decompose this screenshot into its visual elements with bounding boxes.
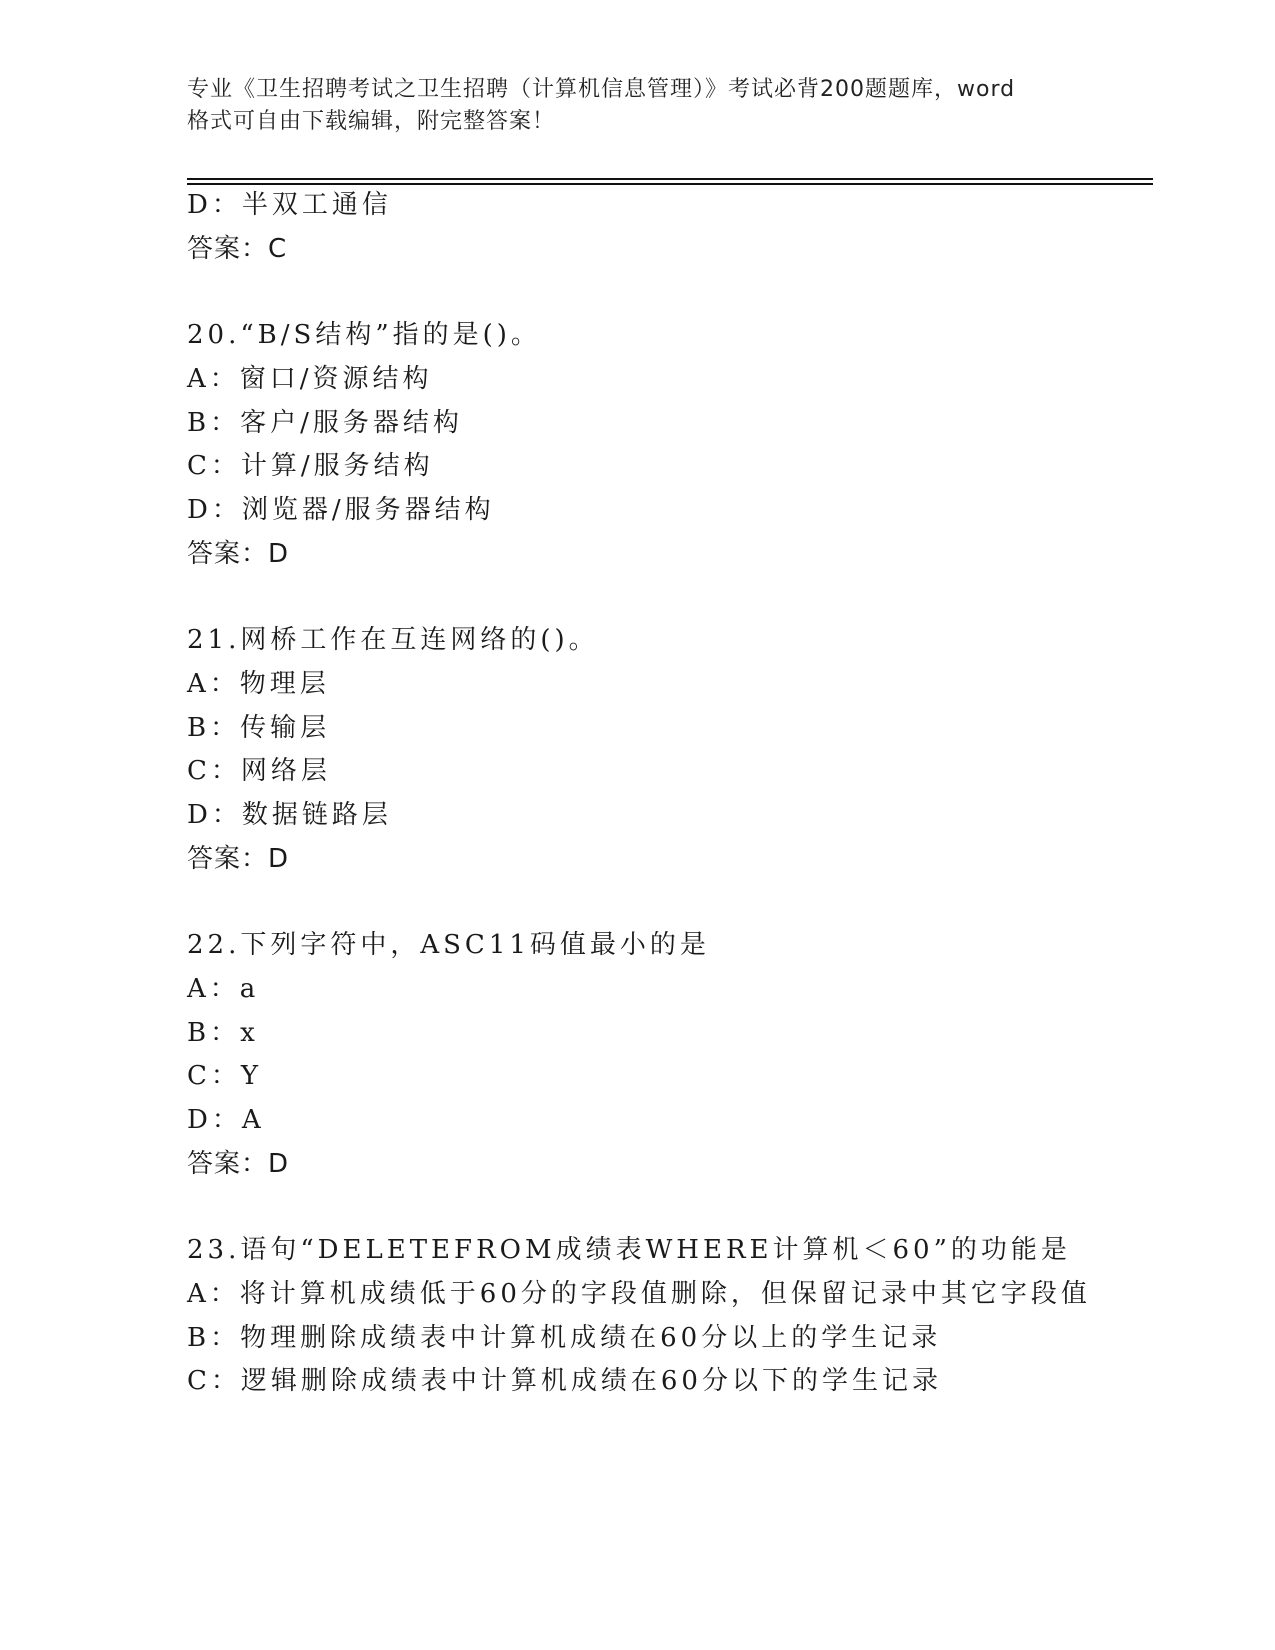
question-23-stem: 23.语句“DELETEFROM成绩表WHERE计算机＜60”的功能是 xyxy=(187,1235,1071,1265)
question-22-answer: 答案：D xyxy=(187,1149,290,1179)
question-20-answer: 答案：D xyxy=(187,539,290,569)
question-21-option-a: A：物理层 xyxy=(187,669,330,699)
question-21-answer: 答案：D xyxy=(187,844,290,874)
question-21-option-b: B：传输层 xyxy=(187,713,331,743)
question-23-option-b: B：物理删除成绩表中计算机成绩在60分以上的学生记录 xyxy=(187,1323,942,1353)
question-20-stem: 20.“B/S结构”指的是()。 xyxy=(187,320,541,350)
question-22-option-a: A：a xyxy=(187,974,260,1004)
header-divider-bottom xyxy=(187,183,1153,185)
header-line-1: 专业《卫生招聘考试之卫生招聘（计算机信息管理）》考试必背200题题库，word xyxy=(187,77,1016,102)
header-divider-top xyxy=(187,178,1153,180)
prev-answer: 答案：C xyxy=(187,234,288,264)
question-20-option-a: A：窗口/资源结构 xyxy=(187,364,433,394)
question-21-option-d: D：数据链路层 xyxy=(187,800,392,830)
question-22-stem: 22.下列字符中，ASC11码值最小的是 xyxy=(187,930,710,960)
question-22-option-c: C：Y xyxy=(187,1061,263,1091)
question-21-option-c: C：网络层 xyxy=(187,756,331,786)
question-20-option-d: D：浏览器/服务器结构 xyxy=(187,495,495,525)
question-23-option-a: A：将计算机成绩低于60分的字段值删除，但保留记录中其它字段值 xyxy=(187,1279,1091,1309)
question-22-option-b: B：x xyxy=(187,1018,259,1048)
question-20-option-b: B：客户/服务器结构 xyxy=(187,408,463,438)
question-23-option-c: C：逻辑删除成绩表中计算机成绩在60分以下的学生记录 xyxy=(187,1366,942,1396)
document-header xyxy=(187,74,1087,138)
prev-option-d: D：半双工通信 xyxy=(187,190,392,220)
question-22-option-d: D：A xyxy=(187,1105,265,1135)
question-20-option-c: C：计算/服务结构 xyxy=(187,451,434,481)
question-21-stem: 21.网桥工作在互连网络的()。 xyxy=(187,625,599,655)
header-line-2: 格式可自由下载编辑，附完整答案！ xyxy=(187,109,556,134)
